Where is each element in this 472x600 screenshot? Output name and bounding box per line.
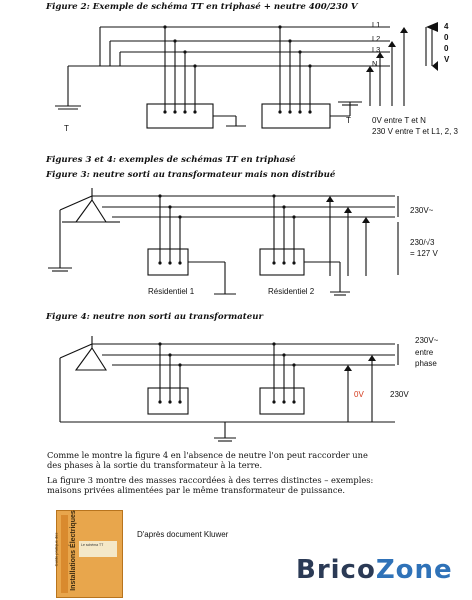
fig4-voltage-230: 230V xyxy=(390,390,409,399)
fig3-voltage-bottom-1: 230/√3 xyxy=(410,238,435,247)
book-subtitle: Guide pratique des xyxy=(53,532,59,567)
bricozone-logo xyxy=(296,555,453,585)
book-label: Le schéma TT xyxy=(79,541,117,557)
source-credit: D'après document Kluwer xyxy=(137,530,229,539)
fig2-voltage-digit-2: 0 xyxy=(444,33,449,42)
fig2-line-l3: L3 xyxy=(372,45,381,54)
fig3-box1-label: Résidentiel 1 xyxy=(148,287,195,296)
paragraph-2: La figure 3 montre des masses raccordées à des terres distinctes – exemples: maisons privées alimentées par le même transformateur de puissance. xyxy=(47,475,374,495)
fig2-earth-right-label: T xyxy=(346,116,351,125)
fig4-voltage-zero: 0V xyxy=(354,390,364,399)
book-cover-image xyxy=(53,510,123,598)
fig2-note-line1: 0V entre T et N xyxy=(372,116,426,125)
fig3-box2-label: Résidentiel 2 xyxy=(268,287,315,296)
fig4-voltage-top-3: phase xyxy=(415,359,437,368)
fig3-caption: Figure 3: neutre sorti au transformateur mais non distribué xyxy=(46,170,336,180)
fig2-caption: Figure 2: Exemple de schéma TT en triphasé + neutre 400/230 V xyxy=(46,2,358,12)
book-spine xyxy=(61,515,68,593)
fig3-voltage-top: 230V~ xyxy=(410,206,434,215)
fig2-line-l2: L2 xyxy=(372,34,381,43)
fig3-voltage-bottom-2: = 127 V xyxy=(410,249,438,258)
fig2-voltage-digit-3: 0 xyxy=(444,44,449,53)
fig2-line-l1: L1 xyxy=(372,20,381,29)
brand-part1: Brico xyxy=(296,555,376,585)
fig2-voltage-digit-1: 4 xyxy=(444,22,449,31)
fig4-caption: Figure 4: neutre non sorti au transformateur xyxy=(46,312,264,322)
fig4-voltage-top-1: 230V~ xyxy=(415,336,439,345)
brand-part2: Zone xyxy=(375,555,453,585)
fig2-line-n: N xyxy=(372,59,378,68)
paragraph-1: Comme le montre la figure 4 en l'absence de neutre l'on peut raccorder une des phases à la sortie du transformateur à la terre. xyxy=(47,450,368,470)
fig2-voltage-digit-4: V xyxy=(444,55,450,64)
fig2-note-line2: 230 V entre T et L1, 2, 3 xyxy=(372,127,458,136)
fig4-voltage-top-2: entre xyxy=(415,348,434,357)
book-title: Installations Électriques xyxy=(69,510,77,591)
fig2-earth-left-label: T xyxy=(64,124,69,133)
fig34-caption: Figures 3 et 4: exemples de schémas TT en triphasé xyxy=(46,155,296,165)
